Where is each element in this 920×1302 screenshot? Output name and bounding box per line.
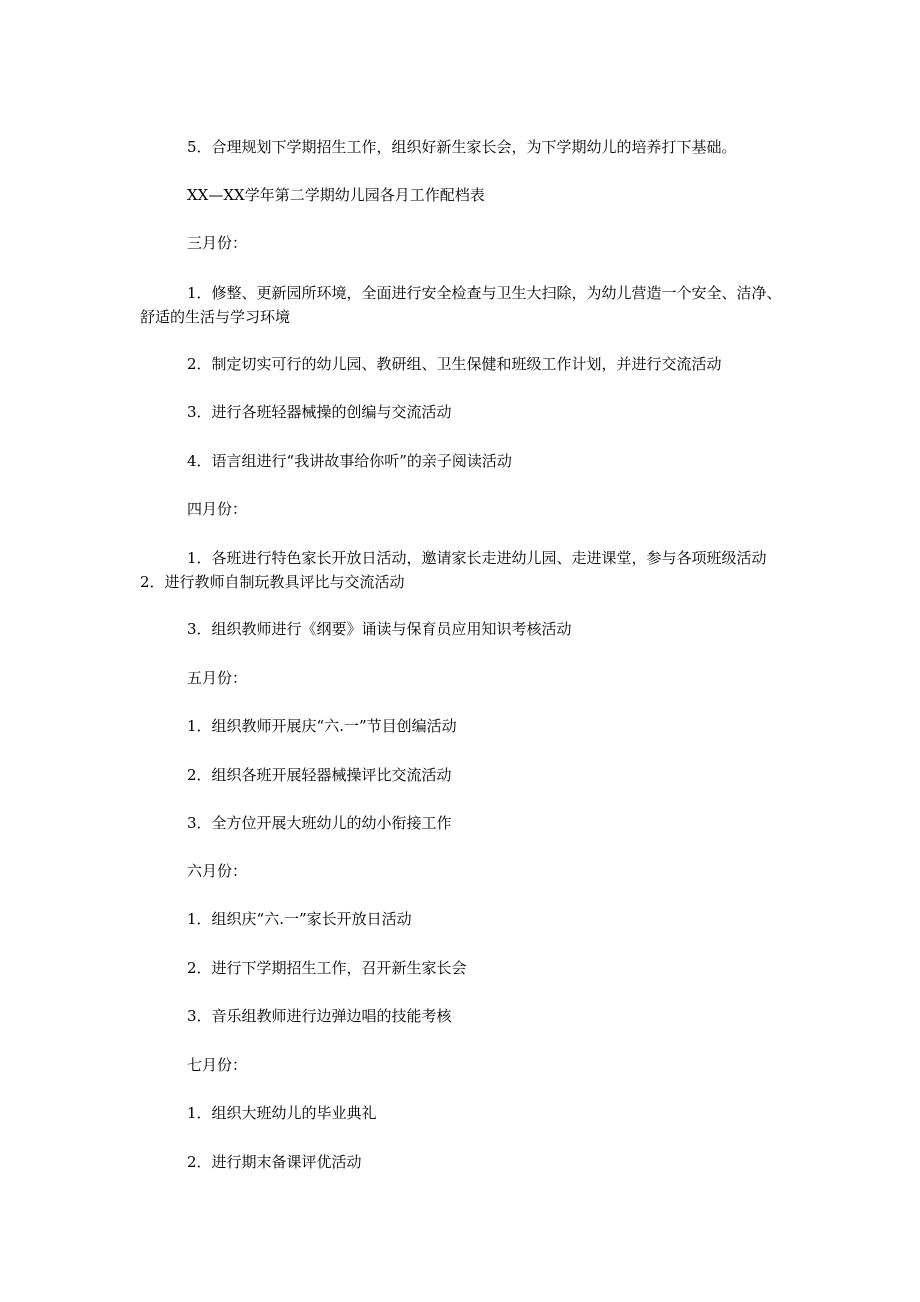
month-heading-april: 四月份： <box>187 500 248 518</box>
april-item-3: 3．组织教师进行《纲要》诵读与保育员应用知识考核活动 <box>187 620 572 638</box>
month-heading-march: 三月份： <box>187 234 248 252</box>
month-heading-may: 五月份： <box>187 669 248 687</box>
may-item-3: 3．全方位开展大班幼儿的幼小衔接工作 <box>187 814 452 832</box>
july-item-1: 1．组织大班幼儿的毕业典礼 <box>187 1104 377 1122</box>
may-item-2: 2．组织各班开展轻器械操评比交流活动 <box>187 766 452 784</box>
march-item-2: 2．制定切实可行的幼儿园、教研组、卫生保健和班级工作计划，并进行交流活动 <box>187 355 722 373</box>
march-item-4: 4．语言组进行“我讲故事给你听”的亲子阅读活动 <box>187 452 512 470</box>
month-heading-june: 六月份： <box>187 862 248 880</box>
june-item-1: 1．组织庆“六.一”家长开放日活动 <box>187 910 412 928</box>
march-item-3: 3．进行各班轻器械操的创编与交流活动 <box>187 403 452 421</box>
june-item-2: 2．进行下学期招生工作，召开新生家长会 <box>187 959 467 977</box>
paragraph-enrollment-plan: 5．合理规划下学期招生工作，组织好新生家长会，为下学期幼儿的培养打下基础。 <box>187 138 737 156</box>
month-heading-july: 七月份： <box>187 1056 248 1074</box>
may-item-1: 1．组织教师开展庆“六.一”节目创编活动 <box>187 717 457 735</box>
april-item-1-2: 1．各班进行特色家长开放日活动，邀请家长走进幼儿园、走进课堂，参与各项班级活动 2．进行教师自制玩教具评比与交流活动 <box>140 549 767 591</box>
july-item-2: 2．进行期末备课评优活动 <box>187 1153 362 1171</box>
june-item-3: 3．音乐组教师进行边弹边唱的技能考核 <box>187 1007 452 1025</box>
march-item-1: 1．修整、更新园所环境，全面进行安全检查与卫生大扫除，为幼儿营造一个安全、洁净、舒适的生活与学习环境 <box>140 284 782 326</box>
schedule-title: XX—XX学年第二学期幼儿园各月工作配档表 <box>187 186 485 204</box>
